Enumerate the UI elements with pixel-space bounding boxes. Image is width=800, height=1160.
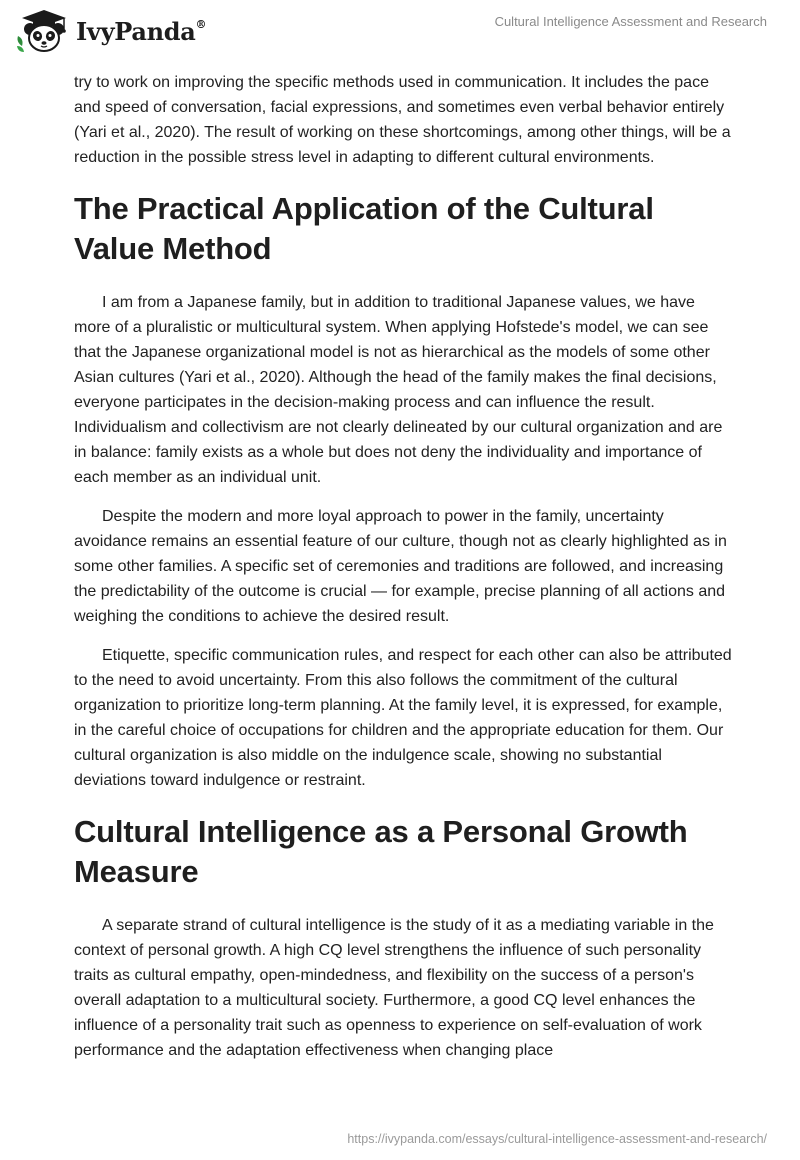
essay-content [74,70,734,1077]
page-header [0,0,800,60]
paragraph-continued: try to work on improving the specific methods used in communication. It includes the pace and speed of conversation, facial expressions, and sometimes even verbal behavior entirely (Yari et al., 2020). The result of working on these shortcomings, among other things, will be a reduction in the possible stress level in adapting to different cultural environments. [74,74,731,166]
logo-wordmark [76,17,206,46]
logo-text: IvyPanda [76,16,196,46]
panda-graduate-icon [14,8,74,54]
source-url[interactable]: https://ivypanda.com/essays/cultural-intelligence-assessment-and-research/ [347,1132,767,1146]
section-heading-practical-application: The Practical Application of the Cultural Value Method [74,191,654,266]
document-title: Cultural Intelligence Assessment and Research [494,14,767,29]
paragraph: Etiquette, specific communication rules, and respect for each other can also be attributed to the need to avoid uncertainty. From this also follows the commitment of the cultural organization to prioritize long-term planning. At the family level, it is expressed, for example, in the careful choice of occupations for children and the appropriate education for them. Our cultural organization is also middle on the indulgence scale, showing no substantial deviations toward indulgence or restraint. [74,647,732,789]
paragraph: I am from a Japanese family, but in addition to traditional Japanese values, we have more of a pluralistic or multicultural system. When applying Hofstede's model, we can see that the Japanese organizational model is not as hierarchical as the models of some other Asian cultures (Yari et al., 2020). Although the head of the family makes the final decisions, everyone participates in the decision-making process and can influence the result. Individualism and collectivism are not clearly delineated by our cultural organization and are in balance: family exists as a whole but does not deny the individuality and importance of each member as an individual unit. [74,294,723,486]
section-heading-personal-growth: Cultural Intelligence as a Personal Growth Measure [74,814,688,889]
ivypanda-logo[interactable] [14,8,206,54]
registered-mark: ® [195,17,207,31]
paragraph: A separate strand of cultural intelligence is the study of it as a mediating variable in the context of personal growth. A high CQ level strengthens the influence of such personality traits as cultural empathy, open-mindedness, and flexibility on the success of a person's overall adaptation to a multicultural society. Furthermore, a good CQ level enhances the influence of a personality trait such as openness to experience on self-evaluation of work performance and the adaptation effectiveness when changing place [74,917,714,1059]
paragraph: Despite the modern and more loyal approach to power in the family, uncertainty avoidance remains an essential feature of our culture, though not as clearly highlighted as in some other families. A specific set of ceremonies and traditions are followed, and increasing the predictability of the outcome is crucial — for example, precise planning of all actions and weighing the conditions to achieve the desired result. [74,508,727,625]
